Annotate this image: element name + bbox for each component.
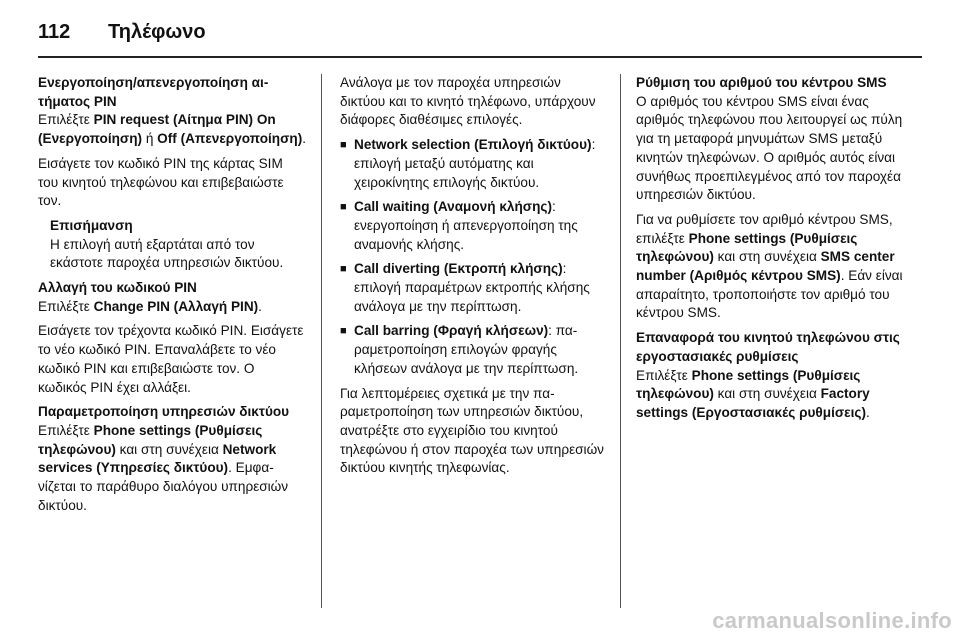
text: . — [866, 404, 870, 420]
list-item — [340, 260, 604, 316]
paragraph: Εισάγετε τον τρέχοντα κωδικό PIN. Εισάγετε το νέο κωδικό PIN. Επαναλάβετε το νέο κωδικό PIN και επιβεβαιώστε τον. Ο κωδικός PIN έχει αλλάξει. — [38, 323, 304, 395]
text: . — [258, 298, 262, 314]
watermark: carmanualsonline.info — [712, 608, 952, 633]
paragraph — [636, 211, 908, 323]
text: : ενεργοποίηση ή απενεργοποίηση της αναμονής κλήσης. — [354, 199, 578, 252]
text: Επιλέξτε — [636, 367, 692, 383]
text: Επιλέξτε — [38, 422, 94, 438]
text: : επιλογή μεταξύ αυτόματης και χειροκίνητης επιλογής δικτύου. — [354, 137, 596, 190]
menu-option: Network selection (Επιλογή δικτύου) — [354, 137, 592, 153]
section-title: Ενεργοποίηση/απενεργοποίηση αιτήματος PIN — [38, 75, 269, 109]
menu-option: PIN request (Αίτημα PIN) On (Ενεργοποίηση) — [38, 112, 276, 147]
menu-option: Network services (Υπηρεσίες δικτύου) — [38, 441, 277, 476]
section-pin-request — [38, 74, 306, 149]
menu-option: Call diverting (Εκτροπή κλήσης) — [354, 261, 563, 277]
page-header — [38, 14, 206, 50]
text: Επιλέξτε — [38, 298, 94, 314]
text: Ο αριθμός του κέντρου SMS είναι ένας αριθμός τηλεφώνου που λειτουργεί ως πύλη για τη μεταφορά μηνυμάτων SMS μεταξύ κινητών τηλεφώνων. Ο αριθμός αυτός είναι συνήθως προεπιλεγμένος από τον παροχέα υπηρεσιών δικτύου. — [636, 93, 903, 203]
text: . — [302, 131, 307, 147]
note-title: Επισήμανση — [50, 217, 133, 233]
column-1 — [38, 74, 306, 521]
section-title: Αλλαγή του κωδικού PIN — [38, 280, 197, 296]
menu-option: Phone settings (Ρυθμίσεις τηλεφώνου) — [636, 230, 858, 265]
text: και στη συνέχεια — [713, 386, 821, 402]
menu-option: Phone settings (Ρυθμίσεις τηλεφώνου) — [38, 422, 263, 457]
text: . Εάν είναι απαραίτητο, τροποποιήστε τον αριθμό του κέντρου SMS. — [636, 268, 903, 321]
section-title: Ρύθμιση του αριθμού του κέντρου SMS — [636, 75, 887, 90]
bullet-square-icon: ■ — [340, 201, 347, 214]
column-3 — [636, 74, 908, 429]
section-sms-center — [636, 74, 908, 205]
note-text: Η επιλογή αυτή εξαρτάται από τον εκάστοτε παροχέα υπηρεσιών δικτύου. — [50, 236, 284, 271]
header-divider — [38, 56, 922, 58]
section-network-services — [38, 403, 306, 515]
page-number: 112 — [38, 20, 71, 43]
column-divider-1 — [321, 74, 322, 608]
section-factory-reset — [636, 329, 908, 423]
menu-option: Call barring (Φραγή κλήσεων) — [354, 323, 549, 339]
menu-option: Factory settings (Εργοστασιακές ρυθμίσεις) — [636, 386, 870, 420]
column-divider-2 — [620, 74, 621, 608]
text: και στη συνέχεια — [713, 249, 821, 265]
column-2 — [340, 74, 604, 484]
note-box — [50, 217, 306, 273]
text: Για να ρυθμίσετε τον αριθμό κέντρου SMS, επιλέξτε — [636, 211, 893, 246]
text: . Εμφανίζεται το παράθυρο διαλόγου υπηρεσιών δικτύου. — [38, 460, 289, 513]
list-item — [340, 198, 604, 254]
menu-option: SMS center number (Αριθμός κέντρου SMS) — [636, 249, 895, 284]
list-item — [340, 322, 604, 378]
text: Επιλέξτε — [38, 112, 94, 128]
paragraph: Εισάγετε τον κωδικό PIN της κάρτας SIM του κινητού τηλεφώνου και επιβεβαιώστε τον. — [38, 155, 284, 209]
text: ή — [142, 131, 158, 147]
paragraph: Για λεπτομέρειες σχετικά με την παραμετροποίηση των υπηρεσιών δικτύου, ανατρέξτε στο εγχειρίδιο του κινητού τηλεφώνου ή στον παροχέα των υπηρεσιών δικτύου κινητής τηλεφωνίας. — [340, 385, 604, 476]
section-title: Παραμετροποίηση υπηρεσιών δικτύου — [38, 404, 290, 420]
menu-option: Change PIN (Αλλαγή PIN) — [93, 298, 259, 314]
bullet-square-icon: ■ — [340, 325, 347, 338]
list-item — [340, 136, 604, 192]
menu-option: Off (Απενεργοποίηση) — [157, 131, 303, 147]
text: και στη συνέχεια — [115, 441, 223, 457]
section-change-pin — [38, 279, 306, 316]
bullet-square-icon: ■ — [340, 263, 347, 276]
section-title: Επαναφορά του κινητού τηλεφώνου στις εργοστασιακές ρυθμίσεις — [636, 330, 900, 364]
menu-option: Call waiting (Αναμονή κλήσης) — [354, 199, 552, 215]
page-title: Τηλέφωνο — [108, 20, 206, 43]
paragraph: Ανάλογα με τον παροχέα υπηρεσιών δικτύου και το κινητό τηλέφωνο, υπάρχουν διάφορες διαθέσιμες επιλογές. — [340, 75, 596, 128]
text: : επιλογή παραμέτρων εκτροπής κλήσης ανάλογα με την περίπτωση. — [354, 261, 590, 314]
menu-option: Phone settings (Ρυθμίσεις τηλεφώνου) — [636, 367, 861, 402]
bullet-square-icon: ■ — [340, 139, 347, 152]
text: : παραμετροποίηση επιλογών φραγής κλήσεων ανάλογα με την περίπτωση. — [354, 323, 579, 376]
